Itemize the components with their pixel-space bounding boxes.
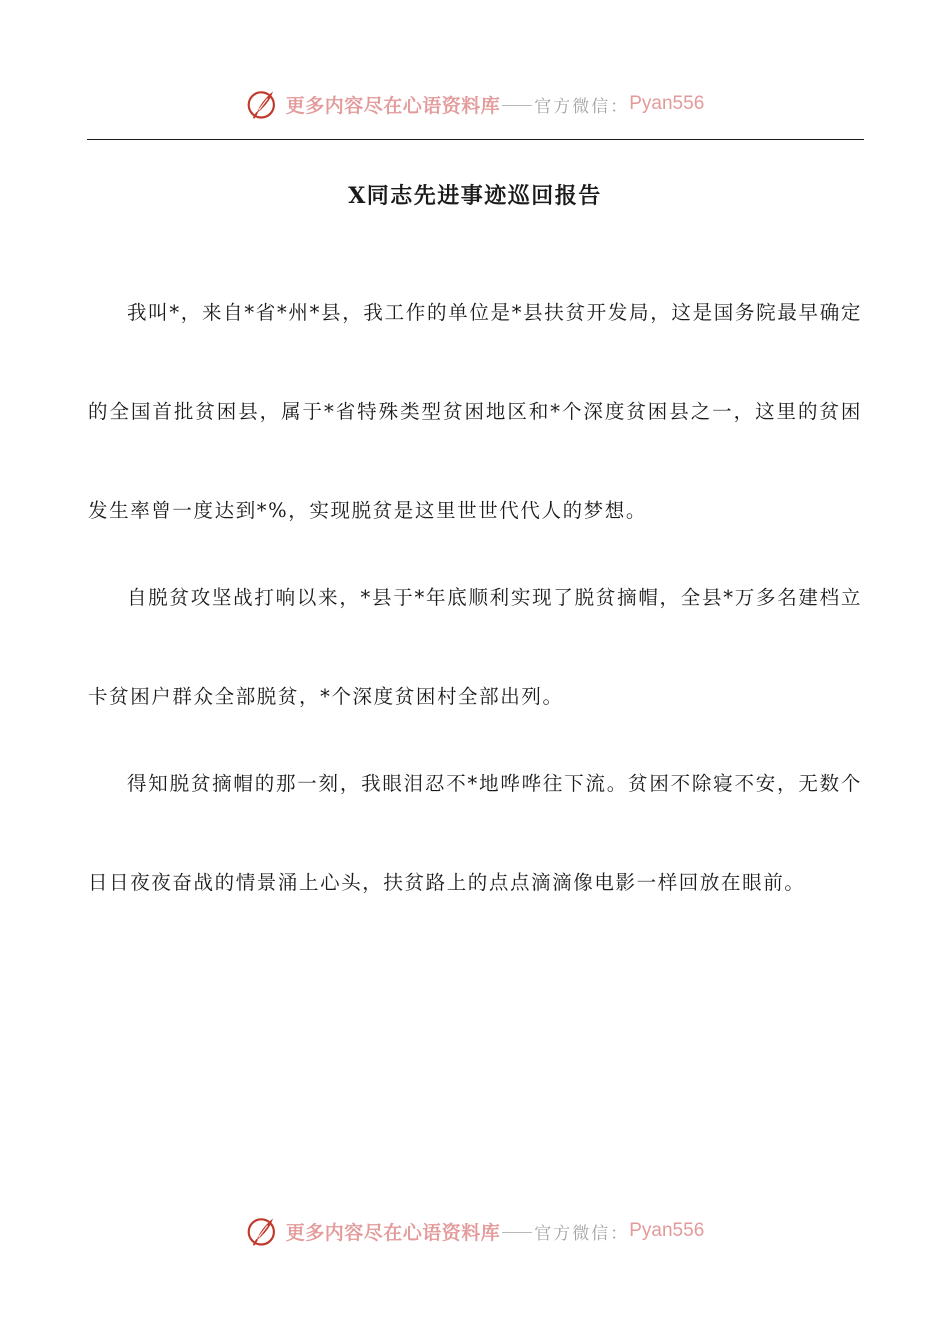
document-body	[88, 263, 862, 920]
quill-pen-logo-icon	[246, 1213, 282, 1249]
banner-wechat-label: 官方微信：	[534, 1223, 630, 1244]
banner-dash-divider	[502, 105, 532, 106]
banner-wechat-id: Pyan556	[629, 1220, 705, 1241]
paragraph-2: 自脱贫攻坚战打响以来，*县于*年底顺利实现了脱贫摘帽，全县*万多名建档立卡贫困户群众全部脱贫，*个深度贫困村全部出列。	[88, 586, 862, 708]
paragraph-1: 我叫*，来自*省*州*县，我工作的单位是*县扶贫开发局，这是国务院最早确定的全国首批贫困县，属于*省特殊类型贫困地区和*个深度贫困县之一，这里的贫困发生率曾一度达到*%，实现脱贫是这里世世代代人的梦想。	[88, 301, 862, 522]
header-banner	[0, 84, 950, 124]
banner-dash-divider	[502, 1232, 532, 1233]
banner-brand-text: 更多内容尽在心语资料库	[285, 94, 501, 117]
banner-wechat-label: 官方微信：	[534, 96, 630, 117]
header-divider	[87, 139, 864, 140]
footer-banner	[0, 1211, 950, 1251]
banner-wechat-id: Pyan556	[629, 93, 705, 114]
quill-pen-logo-icon	[246, 86, 282, 122]
paragraph-3: 得知脱贫摘帽的那一刻，我眼泪忍不*地哗哗往下流。贫困不除寝不安，无数个日日夜夜奋战的情景涌上心头，扶贫路上的点点滴滴像电影一样回放在眼前。	[88, 772, 862, 894]
banner-brand-text: 更多内容尽在心语资料库	[285, 1221, 501, 1244]
document-title: X同志先进事迹巡回报告	[348, 183, 602, 209]
